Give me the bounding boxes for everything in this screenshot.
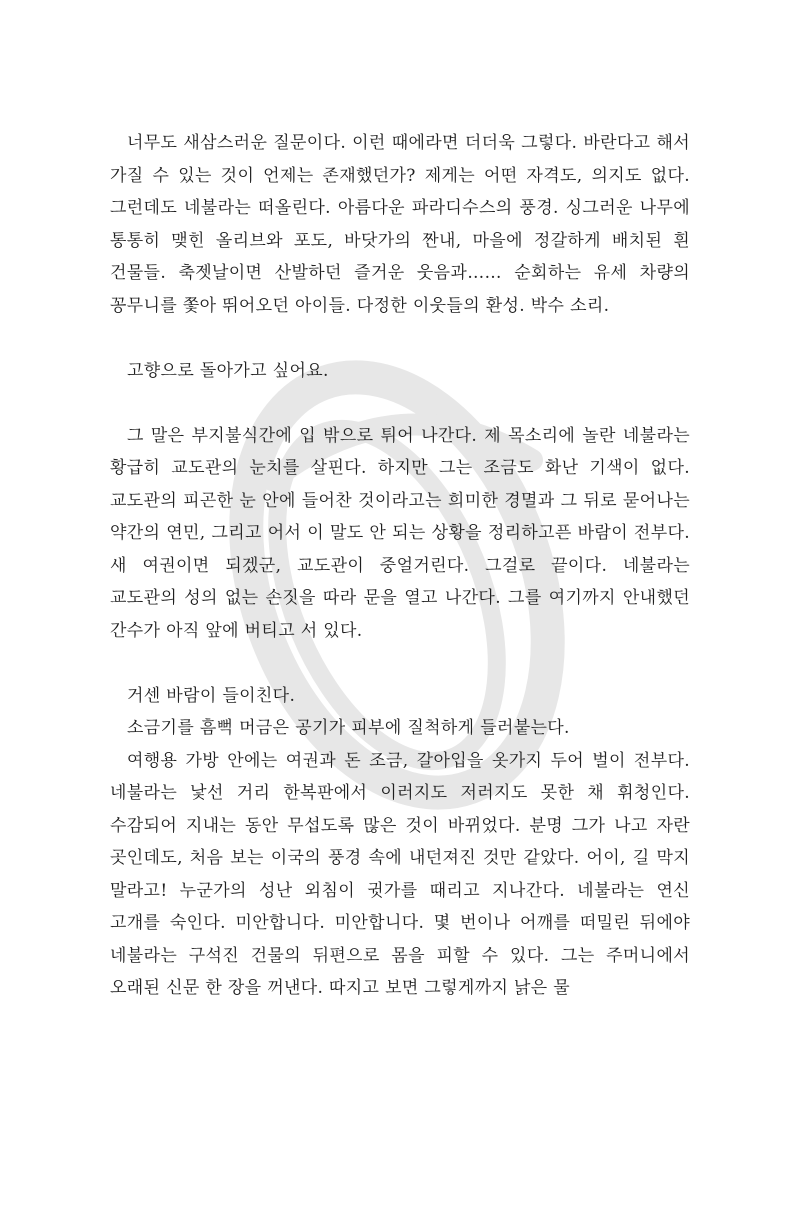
- paragraph: 고향으로 돌아가고 싶어요.: [127, 360, 329, 381]
- paragraph-gap: [110, 322, 690, 355]
- paragraph: 소금기를 흠뻑 머금은 공기가 피부에 질척하게 들러붙는다.: [127, 718, 570, 738]
- paragraph: 너무도 새삼스러운 질문이다. 이런 때에라면 더더욱 그렇다. 바란다고 해서 가질 수 있는 것이 언제는 존재했던가? 제게는 어떤 자격도, 의지도 없다. 그런데도 네불라는 떠올린다. 아름다운 파라디수스의 풍경. 싱그러운 나무에 통통히 맺힌 올리브와 포도, 바닷가의 짠내, 마을에 정갈하게 배치된 흰 건물들. 축젯날이면 산발하던 즐거운 웃음과…… 순회하는 유세 차량의 꽁무니를 쫓아 뛰어오던 아이들. 다정한 이웃들의 환성. 박수 소리.: [110, 133, 690, 316]
- paragraph-gap: [110, 647, 690, 680]
- paragraph: 여행용 가방 안에는 여권과 돈 조금, 갈아입을 옷가지 두어 벌이 전부다. 네불라는 낯선 거리 한복판에서 이러지도 저러지도 못한 채 휘청인다. 수감되어 지내는 동안 무섭도록 많은 것이 바뀌었다. 분명 그가 나고 자란 곳인데도, 처음 보는 이국의 풍경 속에 내던져진 것만 같았다. 어이, 길 막지 말라고! 누군가의 성난 외침이 귓가를 때리고 지나간다. 네불라는 연신 고개를 숙인다. 미안합니다. 미안합니다. 몇 번이나 어깨를 떠밀린 뒤에야 네불라는 구석진 건물의 뒤편으로 몸을 피할 수 있다. 그는 주머니에서 오래된 신문 한 장을 꺼낸다. 따지고 보면 그렇게까지 낡은 물: [110, 750, 690, 998]
- paragraph-gap: [110, 387, 690, 420]
- paragraph: 거센 바람이 들이친다.: [127, 685, 296, 706]
- body-text: [110, 127, 690, 1005]
- paragraph: 그 말은 부지불식간에 입 밖으로 튀어 나간다. 제 목소리에 놀란 네불라는 황급히 교도관의 눈치를 살핀다. 하지만 그는 조금도 화난 기색이 없다. 교도관의 피곤한 눈 안에 들어찬 것이라고는 희미한 경멸과 그 뒤로 묻어나는 약간의 연민, 그리고 어서 이 말도 안 되는 상황을 정리하고픈 바람이 전부다. 새 여권이면 되겠군, 교도관이 중얼거린다. 그걸로 끝이다. 네불라는 교도관의 성의 없는 손짓을 따라 문을 열고 나간다. 그를 여기까지 안내했던 간수가 아직 앞에 버티고 서 있다.: [110, 425, 690, 641]
